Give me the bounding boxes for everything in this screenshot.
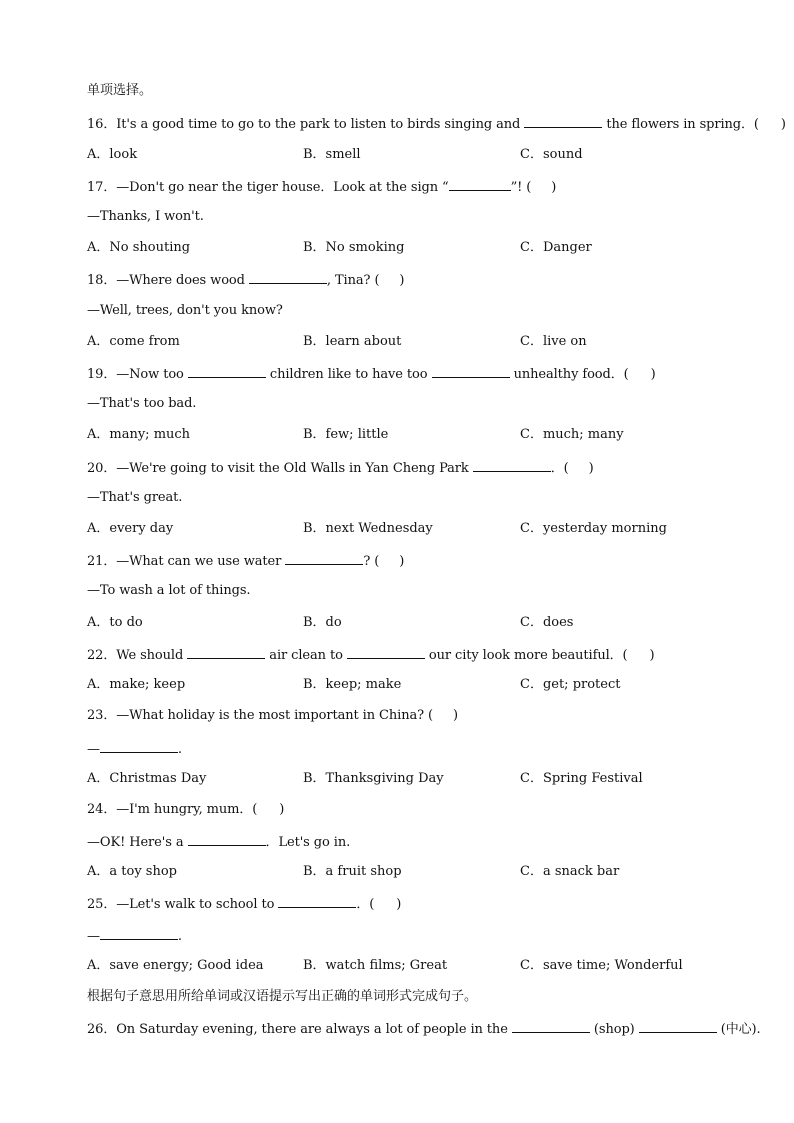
section-title-word-forms: 根据句子意思用所给单词或汉语提示写出正确的单词形式完成句子。 xyxy=(87,989,478,1004)
question-text: ．( xyxy=(356,897,375,912)
option-b[interactable]: B．keep; make xyxy=(303,677,402,692)
answer-blank[interactable] xyxy=(188,833,266,846)
answer-blank[interactable] xyxy=(524,115,602,128)
question-number: 21． xyxy=(87,554,117,569)
question-text: —Let's walk to school to xyxy=(116,897,275,912)
option-c[interactable]: C．yesterday morning xyxy=(520,521,667,536)
answer-blank[interactable] xyxy=(512,1020,590,1033)
paren-close: ) xyxy=(279,802,285,817)
answer-blank[interactable] xyxy=(285,552,363,565)
option-c[interactable]: C．live on xyxy=(520,334,587,349)
question-number: 25． xyxy=(87,897,117,912)
question-26 xyxy=(87,1020,761,1038)
question-16 xyxy=(87,115,786,133)
question-23 xyxy=(87,708,458,724)
option-b[interactable]: B．do xyxy=(303,615,342,630)
reply-25 xyxy=(87,927,182,945)
answer-blank[interactable] xyxy=(100,740,178,753)
hint-text: (中心). xyxy=(720,1022,761,1037)
question-number: 16． xyxy=(87,117,117,132)
question-number: 20． xyxy=(87,461,117,476)
answer-blank[interactable] xyxy=(278,895,356,908)
option-a[interactable]: A．look xyxy=(87,147,138,162)
question-number: 24． xyxy=(87,802,117,817)
option-b[interactable]: B．learn about xyxy=(303,334,402,349)
question-text: children like to have too xyxy=(269,367,428,382)
question-text: —We're going to visit the Old Walls in Yan Cheng Park xyxy=(116,461,469,476)
option-c[interactable]: C．Danger xyxy=(520,240,592,255)
question-text: ”! ( xyxy=(510,180,532,195)
option-a[interactable]: A．No shouting xyxy=(87,240,191,255)
option-c[interactable]: C．sound xyxy=(520,147,583,162)
question-text: —Now too xyxy=(116,367,184,382)
paren-close: ) xyxy=(396,897,402,912)
question-text: unhealthy food．( xyxy=(513,367,629,382)
reply-19: —That's too bad. xyxy=(87,396,197,411)
reply-17: —Thanks, I won't. xyxy=(87,209,204,224)
paren-close: ) xyxy=(399,273,405,288)
answer-blank[interactable] xyxy=(187,646,265,659)
option-b[interactable]: B．few; little xyxy=(303,427,389,442)
question-number: 26． xyxy=(87,1022,117,1037)
paren-close: ) xyxy=(551,180,557,195)
answer-blank[interactable] xyxy=(249,271,327,284)
question-17 xyxy=(87,178,556,196)
option-b[interactable]: B．watch films; Great xyxy=(303,958,448,973)
answer-blank[interactable] xyxy=(188,365,266,378)
option-a[interactable]: A．save energy; Good idea xyxy=(87,958,264,973)
option-a[interactable]: A．make; keep xyxy=(87,677,186,692)
reply-23 xyxy=(87,740,182,758)
reply-dash: — xyxy=(87,929,100,944)
option-b[interactable]: B．next Wednesday xyxy=(303,521,433,536)
question-21 xyxy=(87,552,404,570)
question-text: , Tina? ( xyxy=(326,273,380,288)
question-text: We should xyxy=(116,648,184,663)
reply-text: —OK! Here's a xyxy=(87,835,184,850)
option-a[interactable]: A．a toy shop xyxy=(87,864,177,879)
option-b[interactable]: B．Thanksgiving Day xyxy=(303,771,444,786)
question-text: our city look more beautiful．( xyxy=(428,648,628,663)
option-b[interactable]: B．smell xyxy=(303,147,361,162)
question-number: 23． xyxy=(87,708,117,723)
question-text: It's a good time to go to the park to listen to birds singing and xyxy=(116,117,521,132)
reply-period: . xyxy=(177,929,182,944)
reply-dash: — xyxy=(87,742,100,757)
paren-close: ) xyxy=(399,554,405,569)
question-24 xyxy=(87,802,284,818)
section-title-single-choice: 单项选择。 xyxy=(87,83,153,98)
reply-text: ．Let's go in. xyxy=(265,835,351,850)
question-text: ? ( xyxy=(363,554,380,569)
option-a[interactable]: A．many; much xyxy=(87,427,191,442)
option-a[interactable]: A．every day xyxy=(87,521,174,536)
option-c[interactable]: C．a snack bar xyxy=(520,864,620,879)
answer-blank[interactable] xyxy=(347,646,425,659)
option-b[interactable]: B．a fruit shop xyxy=(303,864,402,879)
paren-close: ) xyxy=(588,461,594,476)
question-text: the flowers in spring．( xyxy=(606,117,759,132)
reply-21: —To wash a lot of things. xyxy=(87,583,251,598)
question-text: —Where does wood xyxy=(116,273,245,288)
reply-18: —Well, trees, don't you know? xyxy=(87,303,283,318)
reply-20: —That's great. xyxy=(87,490,183,505)
option-a[interactable]: A．Christmas Day xyxy=(87,771,207,786)
question-text: air clean to xyxy=(269,648,343,663)
question-text: ．( xyxy=(550,461,569,476)
question-text: —I'm hungry, mum．( xyxy=(116,802,258,817)
answer-blank[interactable] xyxy=(100,927,178,940)
question-19 xyxy=(87,365,656,383)
answer-blank[interactable] xyxy=(449,178,511,191)
reply-24 xyxy=(87,833,350,851)
paren-close: ) xyxy=(453,708,458,723)
answer-blank[interactable] xyxy=(639,1020,717,1033)
question-20 xyxy=(87,459,594,477)
option-a[interactable]: A．come from xyxy=(87,334,180,349)
question-text: On Saturday evening, there are always a lot of people in the xyxy=(116,1022,508,1037)
option-c[interactable]: C．get; protect xyxy=(520,677,621,692)
answer-blank[interactable] xyxy=(432,365,510,378)
question-text: —What holiday is the most important in China? ( xyxy=(116,708,434,723)
question-22 xyxy=(87,646,655,664)
option-a[interactable]: A．to do xyxy=(87,615,143,630)
question-text: —Don't go near the tiger house．Look at the sign “ xyxy=(116,180,449,195)
option-c[interactable]: C．much; many xyxy=(520,427,624,442)
hint-text: (shop) xyxy=(593,1022,635,1037)
question-18 xyxy=(87,271,404,289)
option-c[interactable]: C．Spring Festival xyxy=(520,771,643,786)
paren-close: ) xyxy=(650,367,656,382)
paren-close: ) xyxy=(780,117,786,132)
option-b[interactable]: B．No smoking xyxy=(303,240,405,255)
reply-period: . xyxy=(177,742,182,757)
question-number: 22． xyxy=(87,648,117,663)
option-c[interactable]: C．save time; Wonderful xyxy=(520,958,683,973)
question-text: —What can we use water xyxy=(116,554,282,569)
answer-blank[interactable] xyxy=(473,459,551,472)
question-number: 17． xyxy=(87,180,117,195)
question-number: 19． xyxy=(87,367,117,382)
question-number: 18． xyxy=(87,273,117,288)
paren-close: ) xyxy=(649,648,655,663)
question-25 xyxy=(87,895,401,913)
option-c[interactable]: C．does xyxy=(520,615,574,630)
